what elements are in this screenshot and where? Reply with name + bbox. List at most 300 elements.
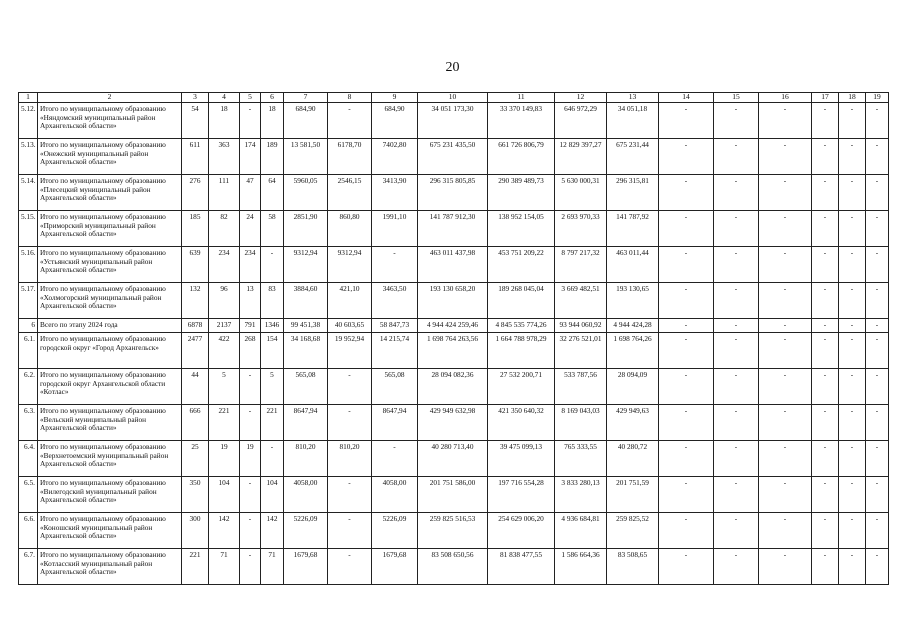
row-name-cell: Итого по муниципальному образованию «Устьянский муниципальный район Архангельской области» — [38, 247, 182, 283]
value-cell: - — [328, 103, 372, 139]
row-code-cell: 6.2. — [19, 369, 38, 405]
value-cell: 639 — [182, 247, 209, 283]
column-number-cell: 15 — [714, 93, 759, 103]
row-code-cell: 6.5. — [19, 477, 38, 513]
value-cell: - — [759, 175, 812, 211]
row-code-cell: 6.4. — [19, 441, 38, 477]
value-cell: - — [714, 405, 759, 441]
value-cell: 3884,60 — [284, 283, 328, 319]
value-cell: - — [659, 333, 714, 369]
value-cell: 9312,94 — [328, 247, 372, 283]
table-row — [19, 369, 889, 405]
value-cell: - — [714, 103, 759, 139]
table-body — [19, 93, 889, 585]
value-cell: - — [328, 369, 372, 405]
value-cell: - — [714, 175, 759, 211]
row-code-cell: 5.12. — [19, 103, 38, 139]
value-cell: - — [866, 369, 889, 405]
table-row — [19, 405, 889, 441]
value-cell: 296 315,81 — [607, 175, 659, 211]
value-cell: - — [240, 513, 261, 549]
value-cell: - — [839, 513, 866, 549]
value-cell: 40 280,72 — [607, 441, 659, 477]
column-number-cell: 13 — [607, 93, 659, 103]
value-cell: 28 094,09 — [607, 369, 659, 405]
value-cell: - — [759, 549, 812, 585]
value-cell: - — [714, 319, 759, 333]
value-cell: - — [659, 211, 714, 247]
value-cell: - — [759, 283, 812, 319]
row-name-cell: Итого по муниципальному образованию городской округ Архангельской области «Котлас» — [38, 369, 182, 405]
value-cell: - — [759, 319, 812, 333]
value-cell: 44 — [182, 369, 209, 405]
value-cell: 189 — [261, 139, 284, 175]
value-cell: 3463,50 — [372, 283, 418, 319]
value-cell: - — [866, 211, 889, 247]
value-cell: 19 — [240, 441, 261, 477]
value-cell: 197 716 554,28 — [488, 477, 555, 513]
row-name-cell: Итого по муниципальному образованию «Приморский муниципальный район Архангельской области» — [38, 211, 182, 247]
page-number: 20 — [445, 60, 460, 75]
value-cell: 421,10 — [328, 283, 372, 319]
value-cell: - — [866, 333, 889, 369]
value-cell: - — [714, 513, 759, 549]
value-cell: 34 051,18 — [607, 103, 659, 139]
value-cell: 254 629 006,20 — [488, 513, 555, 549]
value-cell: 99 451,38 — [284, 319, 328, 333]
value-cell: - — [839, 247, 866, 283]
value-cell: - — [812, 103, 839, 139]
table-row — [19, 319, 889, 333]
value-cell: 12 829 397,27 — [555, 139, 607, 175]
value-cell: - — [659, 369, 714, 405]
row-code-cell: 5.16. — [19, 247, 38, 283]
value-cell: - — [659, 405, 714, 441]
value-cell: 142 — [209, 513, 240, 549]
value-cell: 5960,05 — [284, 175, 328, 211]
value-cell: 132 — [182, 283, 209, 319]
table-row — [19, 283, 889, 319]
value-cell: 104 — [209, 477, 240, 513]
value-cell: 1 698 764 263,56 — [418, 333, 488, 369]
value-cell: - — [839, 549, 866, 585]
column-number-cell: 19 — [866, 93, 889, 103]
value-cell: - — [328, 405, 372, 441]
value-cell: - — [812, 441, 839, 477]
value-cell: - — [659, 319, 714, 333]
column-number-cell: 5 — [240, 93, 261, 103]
row-code-cell: 6.1. — [19, 333, 38, 369]
value-cell: 422 — [209, 333, 240, 369]
value-cell: - — [659, 441, 714, 477]
row-name-cell: Итого по муниципальному образованию «Онежский муниципальный район Архангельской области» — [38, 139, 182, 175]
value-cell: 3 833 280,13 — [555, 477, 607, 513]
value-cell: 421 350 640,32 — [488, 405, 555, 441]
row-name-cell: Итого по муниципальному образованию городской округ «Город Архангельск» — [38, 333, 182, 369]
value-cell: 24 — [240, 211, 261, 247]
column-number-cell: 8 — [328, 93, 372, 103]
value-cell: 71 — [209, 549, 240, 585]
value-cell: 4 944 424 259,46 — [418, 319, 488, 333]
value-cell: 429 949,63 — [607, 405, 659, 441]
value-cell: 2851,90 — [284, 211, 328, 247]
value-cell: 18 — [261, 103, 284, 139]
row-name-cell: Итого по муниципальному образованию «Коношский муниципальный район Архангельской области» — [38, 513, 182, 549]
value-cell: - — [866, 283, 889, 319]
value-cell: - — [866, 549, 889, 585]
table-row — [19, 103, 889, 139]
value-cell: 25 — [182, 441, 209, 477]
column-number-cell: 6 — [261, 93, 284, 103]
value-cell: 18 — [209, 103, 240, 139]
value-cell: - — [714, 247, 759, 283]
row-code-cell: 6.7. — [19, 549, 38, 585]
value-cell: 81 838 477,55 — [488, 549, 555, 585]
column-number-cell: 3 — [182, 93, 209, 103]
row-code-cell: 5.13. — [19, 139, 38, 175]
value-cell: - — [812, 513, 839, 549]
value-cell: - — [866, 103, 889, 139]
row-name-cell: Итого по муниципальному образованию «Няндомский муниципальный район Архангельской области» — [38, 103, 182, 139]
value-cell: 201 751,59 — [607, 477, 659, 513]
value-cell: 259 825,52 — [607, 513, 659, 549]
value-cell: 1679,68 — [284, 549, 328, 585]
value-cell: 765 333,55 — [555, 441, 607, 477]
value-cell: 2477 — [182, 333, 209, 369]
value-cell: 6878 — [182, 319, 209, 333]
value-cell: 4 936 684,81 — [555, 513, 607, 549]
value-cell: 453 751 209,22 — [488, 247, 555, 283]
value-cell: 259 825 516,53 — [418, 513, 488, 549]
value-cell: 234 — [209, 247, 240, 283]
value-cell: 111 — [209, 175, 240, 211]
value-cell: - — [659, 139, 714, 175]
column-number-cell: 1 — [19, 93, 38, 103]
value-cell: - — [839, 283, 866, 319]
value-cell: 810,20 — [284, 441, 328, 477]
value-cell: 221 — [261, 405, 284, 441]
value-cell: - — [866, 477, 889, 513]
value-cell: - — [759, 103, 812, 139]
value-cell: 4 944 424,28 — [607, 319, 659, 333]
value-cell: - — [839, 405, 866, 441]
value-cell: - — [372, 441, 418, 477]
value-cell: 234 — [240, 247, 261, 283]
row-name-cell: Итого по муниципальному образованию «Вилегодский муниципальный район Архангельской области» — [38, 477, 182, 513]
value-cell: 5226,09 — [284, 513, 328, 549]
value-cell: 5 — [209, 369, 240, 405]
value-cell: - — [759, 513, 812, 549]
value-cell: 64 — [261, 175, 284, 211]
column-number-row — [19, 93, 889, 103]
data-table — [18, 92, 889, 585]
value-cell: 565,08 — [284, 369, 328, 405]
value-cell: 8 797 217,32 — [555, 247, 607, 283]
value-cell: - — [866, 139, 889, 175]
value-cell: 1 664 788 978,29 — [488, 333, 555, 369]
value-cell: - — [839, 211, 866, 247]
row-name-cell: Итого по муниципальному образованию «Вельский муниципальный район Архангельской области» — [38, 405, 182, 441]
value-cell: 34 051 173,30 — [418, 103, 488, 139]
value-cell: 142 — [261, 513, 284, 549]
value-cell: - — [812, 247, 839, 283]
value-cell: - — [714, 369, 759, 405]
value-cell: 93 944 060,92 — [555, 319, 607, 333]
column-number-cell: 9 — [372, 93, 418, 103]
value-cell: - — [812, 333, 839, 369]
row-name-cell: Итого по муниципальному образованию «Плесецкий муниципальный район Архангельской области» — [38, 175, 182, 211]
value-cell: 290 389 489,73 — [488, 175, 555, 211]
value-cell: 221 — [209, 405, 240, 441]
value-cell: 47 — [240, 175, 261, 211]
value-cell: 1991,10 — [372, 211, 418, 247]
value-cell: 32 276 521,01 — [555, 333, 607, 369]
column-number-cell: 2 — [38, 93, 182, 103]
value-cell: - — [659, 513, 714, 549]
value-cell: 185 — [182, 211, 209, 247]
row-name-cell: Всего по этапу 2024 года — [38, 319, 182, 333]
column-number-cell: 14 — [659, 93, 714, 103]
value-cell: - — [812, 405, 839, 441]
value-cell: - — [240, 103, 261, 139]
value-cell: - — [812, 175, 839, 211]
value-cell: - — [714, 549, 759, 585]
value-cell: - — [839, 139, 866, 175]
value-cell: - — [714, 139, 759, 175]
table-row — [19, 211, 889, 247]
value-cell: - — [240, 405, 261, 441]
value-cell: - — [714, 477, 759, 513]
value-cell: 27 532 200,71 — [488, 369, 555, 405]
value-cell: 71 — [261, 549, 284, 585]
value-cell: - — [839, 477, 866, 513]
value-cell: 5 630 000,31 — [555, 175, 607, 211]
value-cell: 141 787 912,30 — [418, 211, 488, 247]
value-cell: 83 508,65 — [607, 549, 659, 585]
value-cell: 3413,90 — [372, 175, 418, 211]
value-cell: 39 475 099,13 — [488, 441, 555, 477]
value-cell: - — [866, 513, 889, 549]
value-cell: 684,90 — [372, 103, 418, 139]
value-cell: 8 169 043,03 — [555, 405, 607, 441]
value-cell: - — [328, 549, 372, 585]
value-cell: - — [372, 247, 418, 283]
value-cell: - — [839, 333, 866, 369]
value-cell: 300 — [182, 513, 209, 549]
value-cell: - — [866, 319, 889, 333]
table-row — [19, 175, 889, 211]
value-cell: 193 130,65 — [607, 283, 659, 319]
table-row — [19, 477, 889, 513]
value-cell: 14 215,74 — [372, 333, 418, 369]
value-cell: 646 972,29 — [555, 103, 607, 139]
value-cell: - — [866, 405, 889, 441]
value-cell: - — [839, 175, 866, 211]
value-cell: - — [759, 441, 812, 477]
value-cell: - — [759, 139, 812, 175]
value-cell: - — [659, 549, 714, 585]
row-code-cell: 5.15. — [19, 211, 38, 247]
value-cell: 1 698 764,26 — [607, 333, 659, 369]
value-cell: 2 693 970,33 — [555, 211, 607, 247]
value-cell: 83 — [261, 283, 284, 319]
value-cell: - — [659, 283, 714, 319]
value-cell: - — [812, 283, 839, 319]
value-cell: 684,90 — [284, 103, 328, 139]
value-cell: 810,20 — [328, 441, 372, 477]
row-name-cell: Итого по муниципальному образованию «Верхнетоемский муниципальный район Архангельской области» — [38, 441, 182, 477]
value-cell: 8647,94 — [284, 405, 328, 441]
table-row — [19, 441, 889, 477]
value-cell: 1346 — [261, 319, 284, 333]
column-number-cell: 12 — [555, 93, 607, 103]
value-cell: 296 315 805,85 — [418, 175, 488, 211]
value-cell: 28 094 082,36 — [418, 369, 488, 405]
value-cell: - — [839, 369, 866, 405]
value-cell: 54 — [182, 103, 209, 139]
value-cell: 9312,94 — [284, 247, 328, 283]
value-cell: - — [714, 333, 759, 369]
value-cell: 40 280 713,40 — [418, 441, 488, 477]
value-cell: 193 130 658,20 — [418, 283, 488, 319]
row-code-cell: 6.3. — [19, 405, 38, 441]
value-cell: - — [812, 549, 839, 585]
row-name-cell: Итого по муниципальному образованию «Холмогорский муниципальный район Архангельской области» — [38, 283, 182, 319]
column-number-cell: 18 — [839, 93, 866, 103]
value-cell: 174 — [240, 139, 261, 175]
value-cell: 666 — [182, 405, 209, 441]
value-cell: 533 787,56 — [555, 369, 607, 405]
value-cell: - — [759, 333, 812, 369]
value-cell: - — [812, 211, 839, 247]
value-cell: 675 231,44 — [607, 139, 659, 175]
value-cell: 96 — [209, 283, 240, 319]
value-cell: 860,80 — [328, 211, 372, 247]
value-cell: - — [812, 477, 839, 513]
row-name-cell: Итого по муниципальному образованию «Котласский муниципальный район Архангельской области» — [38, 549, 182, 585]
value-cell: - — [759, 211, 812, 247]
value-cell: 189 268 045,04 — [488, 283, 555, 319]
value-cell: 2137 — [209, 319, 240, 333]
value-cell: - — [812, 319, 839, 333]
value-cell: - — [714, 211, 759, 247]
value-cell: - — [261, 441, 284, 477]
value-cell: 104 — [261, 477, 284, 513]
row-code-cell: 6.6. — [19, 513, 38, 549]
table-row — [19, 333, 889, 369]
column-number-cell: 17 — [812, 93, 839, 103]
row-code-cell: 6 — [19, 319, 38, 333]
value-cell: - — [759, 247, 812, 283]
value-cell: - — [328, 513, 372, 549]
value-cell: 13 — [240, 283, 261, 319]
value-cell: 19 952,94 — [328, 333, 372, 369]
value-cell: - — [659, 103, 714, 139]
value-cell: 6178,70 — [328, 139, 372, 175]
value-cell: 463 011,44 — [607, 247, 659, 283]
table-row — [19, 513, 889, 549]
value-cell: 19 — [209, 441, 240, 477]
value-cell: - — [759, 477, 812, 513]
value-cell: - — [759, 369, 812, 405]
value-cell: 58 — [261, 211, 284, 247]
value-cell: - — [261, 247, 284, 283]
value-cell: 33 370 149,83 — [488, 103, 555, 139]
value-cell: 221 — [182, 549, 209, 585]
table-row — [19, 549, 889, 585]
value-cell: 2546,15 — [328, 175, 372, 211]
value-cell: - — [240, 549, 261, 585]
value-cell: 4 845 535 774,26 — [488, 319, 555, 333]
column-number-cell: 4 — [209, 93, 240, 103]
column-number-cell: 7 — [284, 93, 328, 103]
column-number-cell: 16 — [759, 93, 812, 103]
table-row — [19, 139, 889, 175]
value-cell: - — [839, 319, 866, 333]
value-cell: 154 — [261, 333, 284, 369]
value-cell: 675 231 435,50 — [418, 139, 488, 175]
value-cell: 276 — [182, 175, 209, 211]
value-cell: 3 669 482,51 — [555, 283, 607, 319]
value-cell: - — [812, 369, 839, 405]
value-cell: - — [839, 441, 866, 477]
value-cell: - — [659, 175, 714, 211]
value-cell: - — [714, 441, 759, 477]
value-cell: - — [659, 247, 714, 283]
value-cell: 1 586 664,36 — [555, 549, 607, 585]
value-cell: 350 — [182, 477, 209, 513]
value-cell: 82 — [209, 211, 240, 247]
column-number-cell: 11 — [488, 93, 555, 103]
value-cell: 791 — [240, 319, 261, 333]
value-cell: - — [866, 247, 889, 283]
value-cell: 5226,09 — [372, 513, 418, 549]
value-cell: - — [866, 175, 889, 211]
value-cell: 4058,00 — [284, 477, 328, 513]
column-number-cell: 10 — [418, 93, 488, 103]
value-cell: 141 787,92 — [607, 211, 659, 247]
value-cell: 58 847,73 — [372, 319, 418, 333]
value-cell: - — [759, 405, 812, 441]
value-cell: 138 952 154,05 — [488, 211, 555, 247]
value-cell: 13 581,50 — [284, 139, 328, 175]
value-cell: 429 949 632,98 — [418, 405, 488, 441]
value-cell: 40 603,65 — [328, 319, 372, 333]
value-cell: 34 168,68 — [284, 333, 328, 369]
value-cell: 83 508 650,56 — [418, 549, 488, 585]
value-cell: - — [240, 477, 261, 513]
value-cell: - — [240, 369, 261, 405]
value-cell: 1679,68 — [372, 549, 418, 585]
value-cell: 463 011 437,98 — [418, 247, 488, 283]
value-cell: 4058,00 — [372, 477, 418, 513]
value-cell: 611 — [182, 139, 209, 175]
value-cell: 268 — [240, 333, 261, 369]
value-cell: 565,08 — [372, 369, 418, 405]
value-cell: 7402,80 — [372, 139, 418, 175]
row-code-cell: 5.17. — [19, 283, 38, 319]
value-cell: 363 — [209, 139, 240, 175]
value-cell: - — [812, 139, 839, 175]
value-cell: 5 — [261, 369, 284, 405]
value-cell: 8647,94 — [372, 405, 418, 441]
value-cell: - — [328, 477, 372, 513]
value-cell: - — [659, 477, 714, 513]
value-cell: - — [714, 283, 759, 319]
value-cell: 661 726 806,79 — [488, 139, 555, 175]
row-code-cell: 5.14. — [19, 175, 38, 211]
value-cell: 201 751 586,00 — [418, 477, 488, 513]
